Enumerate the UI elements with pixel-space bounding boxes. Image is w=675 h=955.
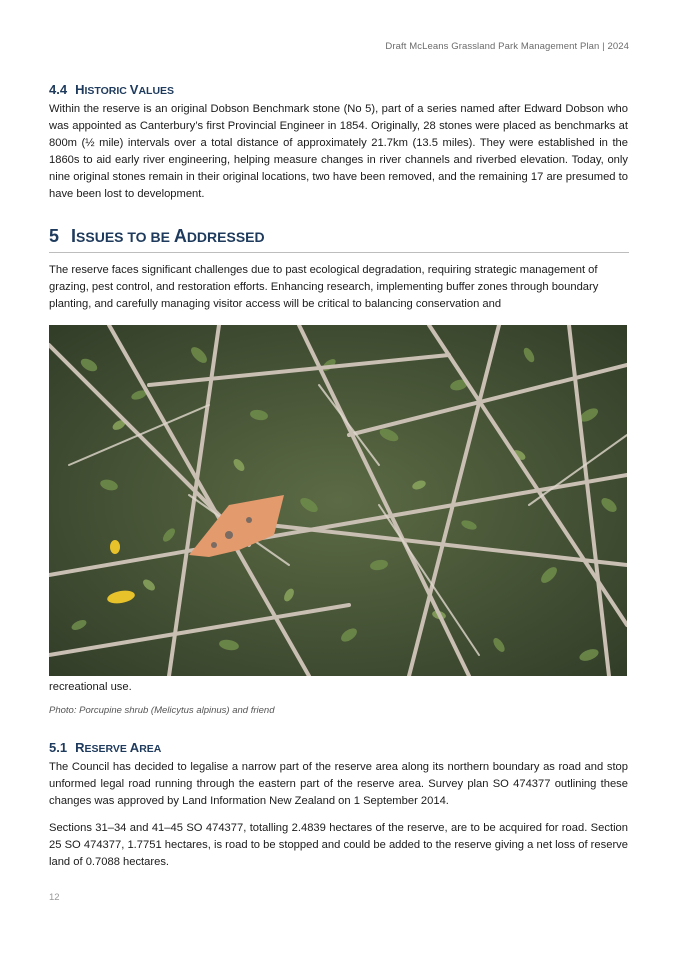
reserve-area-paragraph-1: The Council has decided to legalise a narrow part of the reserve area along its northern boundary as road and stop unformed legal road running through the eastern part of the reserve area. Survey plan SO 474377 outlining these changes was approved by Land Information New Zealand on 1 September 2014. [49, 761, 628, 807]
issues-paragraph-continued: recreational use. [49, 681, 132, 693]
reserve-area-paragraph-2: Sections 31–34 and 41–45 SO 474377, totalling 2.4839 hectares of the reserve, are to be acquired for road. Section 25 SO 474377, 1.7751 hectares, is road to be stopped and could be added to the reserve giving a net loss of reserve land of 0.7088 hectares. [49, 822, 628, 868]
section-number: 4.4 [49, 82, 68, 97]
page-number: 12 [49, 892, 60, 903]
historic-values-paragraph: Within the reserve is an original Dobson Benchmark stone (No 5), part of a series named after Edward Dobson who was appointed as Canterbury’s first Provincial Engineer in 1854. Originally, 28 stones were placed as benchmarks at 800m (½ mile) intervals over a total distance of approximately 21.7km (13.5 miles). They were established in the 1860s to aid early river engineering, helping measure changes in river channels and riverbed elevation. Today, only nine original stones remain in their original locations, two have been removed, and the remaining 17 are presumed to have been lost to development. [49, 103, 628, 200]
porcupine-shrub-photo [49, 325, 627, 676]
section-4-4-heading: 4.4 HISTORIC VALUES [49, 82, 175, 97]
section-5-heading: 5 ISSUES TO BE ADDRESSED [49, 226, 629, 253]
section-number: 5.1 [49, 740, 68, 755]
photo-caption: Photo: Porcupine shrub (Melicytus alpinus) and friend [49, 705, 275, 716]
section-number: 5 [49, 226, 60, 246]
running-header: Draft McLeans Grassland Park Management Plan | 2024 [385, 41, 629, 52]
section-5-1-heading: 5.1 RESERVE AREA [49, 740, 162, 755]
issues-paragraph: The reserve faces significant challenges due to past ecological degradation, requiring strategic management of grazing, pest control, and restoration efforts. Enhancing research, implementing buffer zones through boundary planting, and carefully managing visitor access will be critical to balancing conservation and [49, 264, 599, 310]
